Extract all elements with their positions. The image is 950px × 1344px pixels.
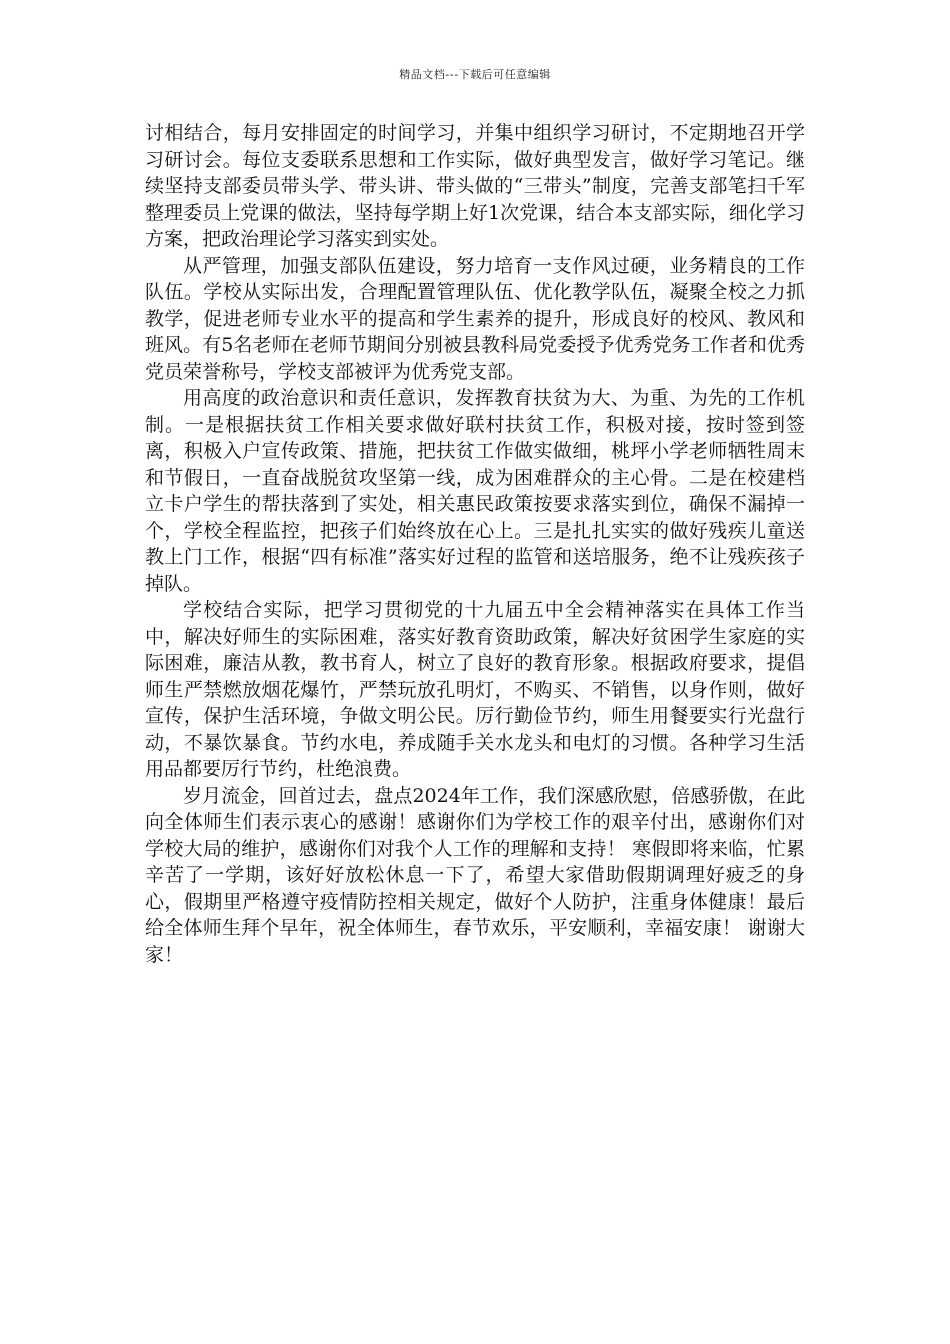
document-body [145,120,805,968]
paragraph-continued: 讨相结合，每月安排固定的时间学习，并集中组织学习研讨，不定期地召开学习研讨会。每位支委联系思想和工作实际，做好典型发言，做好学习笔记。继续坚持支部委员带头学、带头讲、带头做的“三带头”制度，完善支部笔扫千军整理委员上党课的做法，坚持每学期上好1次党课，结合本支部实际，细化学习方案，把政治理论学习落实到实处。 [145,122,805,250]
paragraph-closing: 岁月流金，回首过去，盘点2024年工作，我们深感欣慰，倍感骄傲，在此向全体师生们表示衷心的感谢！感谢你们为学校工作的艰辛付出，感谢你们对学校大局的维护，感谢你们对我个人工作的理解和支持！ 寒假即将来临，忙累辛苦了一学期，该好好放松休息一下了，希望大家借助假期调理好疲乏的身心，假期里严格遵守疫情防控相关规定，做好个人防护，注重身体健康！最后给全体师生拜个早年，祝全体师生，春节欢乐，平安顺利，幸福安康！ 谢谢大家！ [145,784,805,966]
page-header: 精品文档---下载后可任意编辑 [399,68,551,81]
paragraph-poverty-alleviation: 用高度的政治意识和责任意识，发挥教育扶贫为大、为重、为先的工作机制。一是根据扶贫工作相关要求做好联村扶贫工作，积极对接，按时签到签离，积极入户宣传政策、措施，把扶贫工作做实做细，桃坪小学老师牺牲周末和节假日，一直奋战脱贫攻坚第一线，成为困难群众的主心骨。二是在校建档立卡户学生的帮扶落到了实处，相关惠民政策按要求落实到位，确保不漏掉一个，学校全程监控，把孩子们始终放在心上。三是扎扎实实的做好残疾儿童送教上门工作，根据“四有标准”落实好过程的监管和送培服务，绝不让残疾孩子掉队。 [145,387,805,595]
paragraph-school-practice: 学校结合实际，把学习贯彻党的十九届五中全会精神落实在具体工作当中，解决好师生的实际困难，落实好教育资助政策，解决好贫困学生家庭的实际困难，廉洁从教，教书育人，树立了良好的教育形象。根据政府要求，提倡师生严禁燃放烟花爆竹，严禁玩放孔明灯，不购买、不销售，以身作则，做好宣传，保护生活环境，争做文明公民。厉行勤俭节约，师生用餐要实行光盘行动，不暴饮暴食。节约水电，养成随手关水龙头和电灯的习惯。各种学习生活用品都要厉行节约，杜绝浪费。 [145,599,805,780]
paragraph-management: 从严管理，加强支部队伍建设，努力培育一支作风过硬，业务精良的工作队伍。学校从实际出发，合理配置管理队伍、优化教学队伍，凝聚全校之力抓教学，促进老师专业水平的提高和学生素养的提升，形成良好的校风、教风和班风。有5名老师在老师节期间分别被县教科局党委授予优秀党务工作者和优秀党员荣誉称号，学校支部被评为优秀党支部。 [145,254,805,383]
